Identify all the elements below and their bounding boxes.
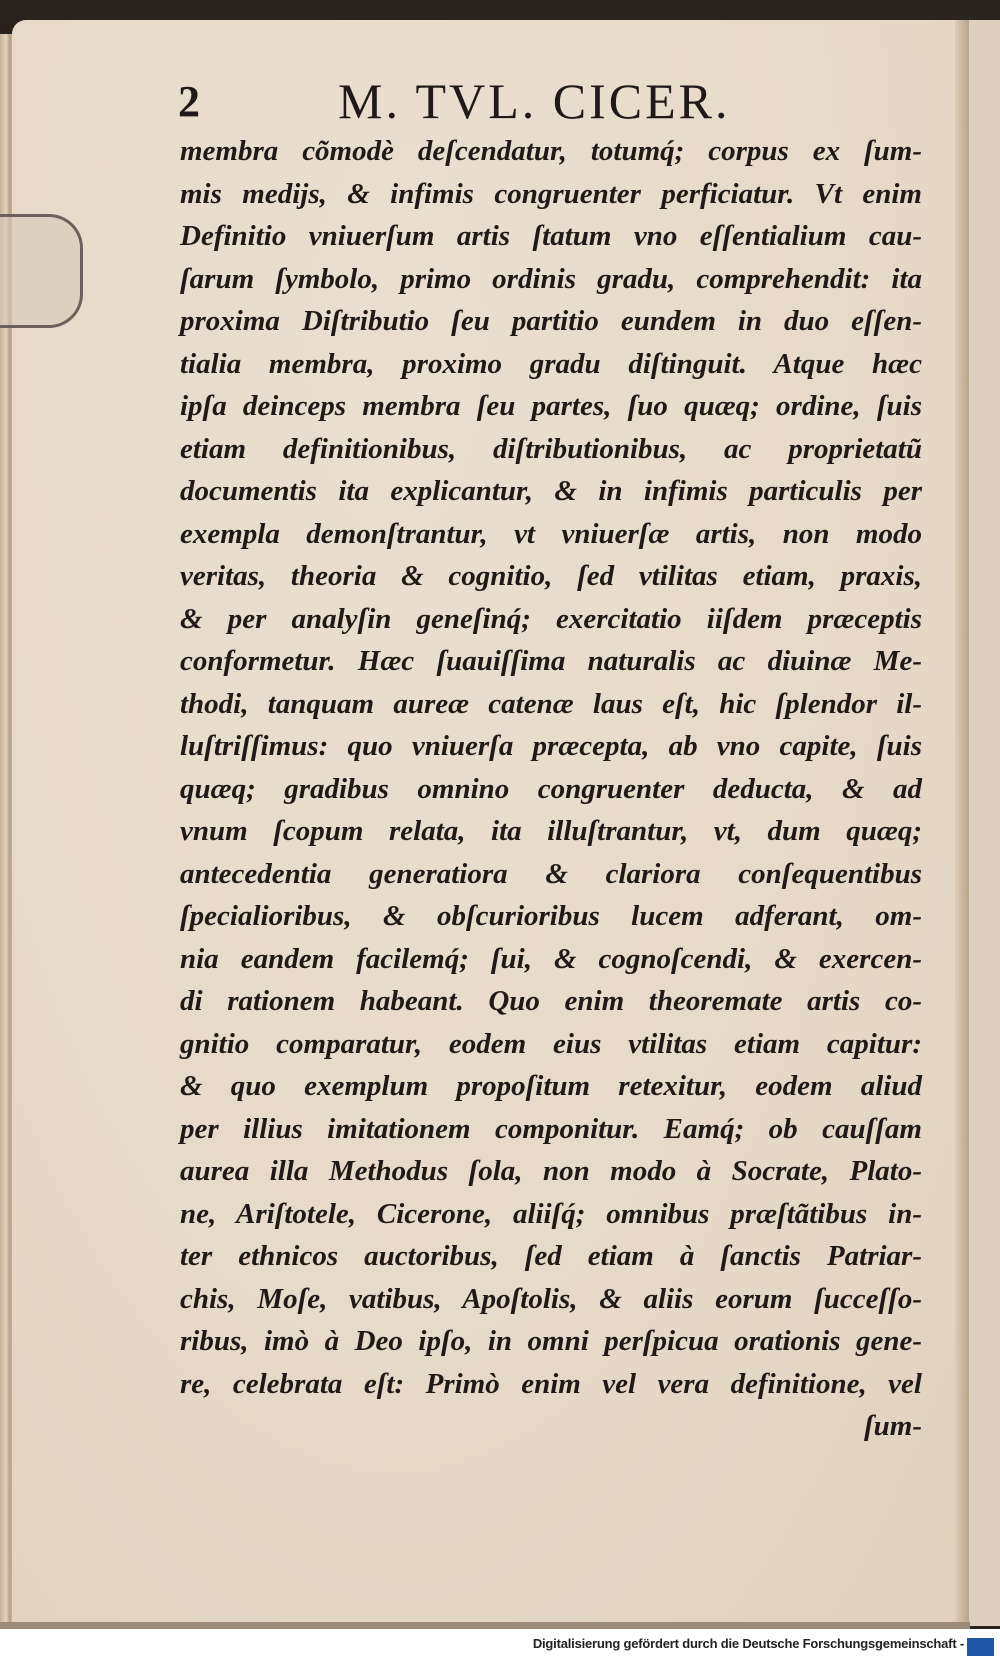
text-line: quæq; gradibus omnino congruenter deducta, & ad — [180, 772, 922, 805]
text-line: vnum ſcopum relata, ita illuſtrantur, vt, dum quæq; — [180, 815, 922, 847]
text-line: veritas, theoria & cognitio, ſed vtilitas etiam, praxis, — [180, 560, 922, 592]
text-line: ſpecialioribus, & obſcurioribus lucem adferant, om- — [180, 900, 922, 932]
adjacent-page-strip — [969, 20, 1000, 1626]
text-line: & per analyſin geneſinq́; exercitatio iiſdem præceptis — [180, 602, 922, 635]
text-line: exempla demonſtrantur, vt vniuerſæ artis, non modo — [180, 517, 922, 550]
page-gutter-shadow — [955, 20, 969, 1626]
text-line: etiam definitionibus, diſtributionibus, ac proprietatũ — [180, 432, 922, 465]
catchword: ſum- — [864, 1410, 922, 1442]
text-line: tialia membra, proximo gradu diſtinguit. Atque hæc — [180, 347, 922, 380]
dfg-logo — [967, 1638, 994, 1656]
text-line: & quo exemplum propoſitum retexitur, eodem aliud — [180, 1070, 922, 1102]
text-line: ne, Ariſtotele, Cicerone, aliiſq́; omnibus præſtãtibus in- — [180, 1197, 922, 1230]
text-line: thodi, tanquam aureæ catenæ laus eſt, hic ſplendor il- — [180, 687, 922, 720]
text-line: chis, Moſe, vatibus, Apoſtolis, & aliis eorum ſucceſſo- — [180, 1282, 922, 1315]
text-line: luſtriſſimus: quo vniuerſa præcepta, ab vno capite, ſuis — [180, 730, 922, 762]
text-line: proxima Diſtributio ſeu partitio eundem in duo eſſen- — [180, 305, 922, 337]
text-line: di rationem habeant. Quo enim theoremate artis co- — [180, 985, 922, 1017]
text-line: mis medijs, & infimis congruenter perficiatur. Vt enim — [180, 177, 922, 210]
text-line: ribus, imò à Deo ipſo, in omni perſpicua orationis gene- — [180, 1325, 922, 1357]
text-line: nia eandem facilemq́; ſui, & cognoſcendi, & exercen- — [180, 942, 922, 975]
body-text — [180, 130, 922, 1448]
text-line: ſarum ſymbolo, primo ordinis gradu, comprehendit: ita — [180, 262, 922, 295]
digitization-credit: Digitalisierung gefördert durch die Deutsche Forschungsgemeinschaft - — [532, 1636, 964, 1651]
text-line: gnitio comparatur, eodem eius vtilitas etiam capitur: — [180, 1027, 922, 1060]
text-line: aurea illa Methodus ſola, non modo à Socrate, Plato- — [180, 1155, 922, 1187]
text-line: documentis ita explicantur, & in infimis particulis per — [180, 475, 922, 507]
text-line: conformetur. Hæc ſuauiſſima naturalis ac diuinæ Me- — [180, 645, 922, 677]
text-line: re, celebrata eſt: Primò enim vel vera definitione, vel — [180, 1367, 922, 1400]
text-line: membra cõmodè deſcendatur, totumq́; corpus ex ſum- — [180, 135, 922, 167]
text-line: per illius imitationem componitur. Eamq́; ob cauſſam — [180, 1112, 922, 1145]
text-line: Definitio vniuerſum artis ſtatum vno eſſentialium cau- — [180, 220, 922, 252]
running-head: M. TVL. CICER. — [338, 73, 731, 129]
page-bottom-edge — [0, 1622, 970, 1629]
page-clip — [0, 214, 83, 328]
text-line: ter ethnicos auctoribus, ſed etiam à ſanctis Patriar- — [180, 1240, 922, 1272]
page-number: 2 — [178, 77, 200, 126]
text-line: antecedentia generatiora & clariora conſequentibus — [180, 857, 922, 890]
text-line: ipſa deinceps membra ſeu partes, ſuo quæq; ordine, ſuis — [180, 390, 922, 422]
